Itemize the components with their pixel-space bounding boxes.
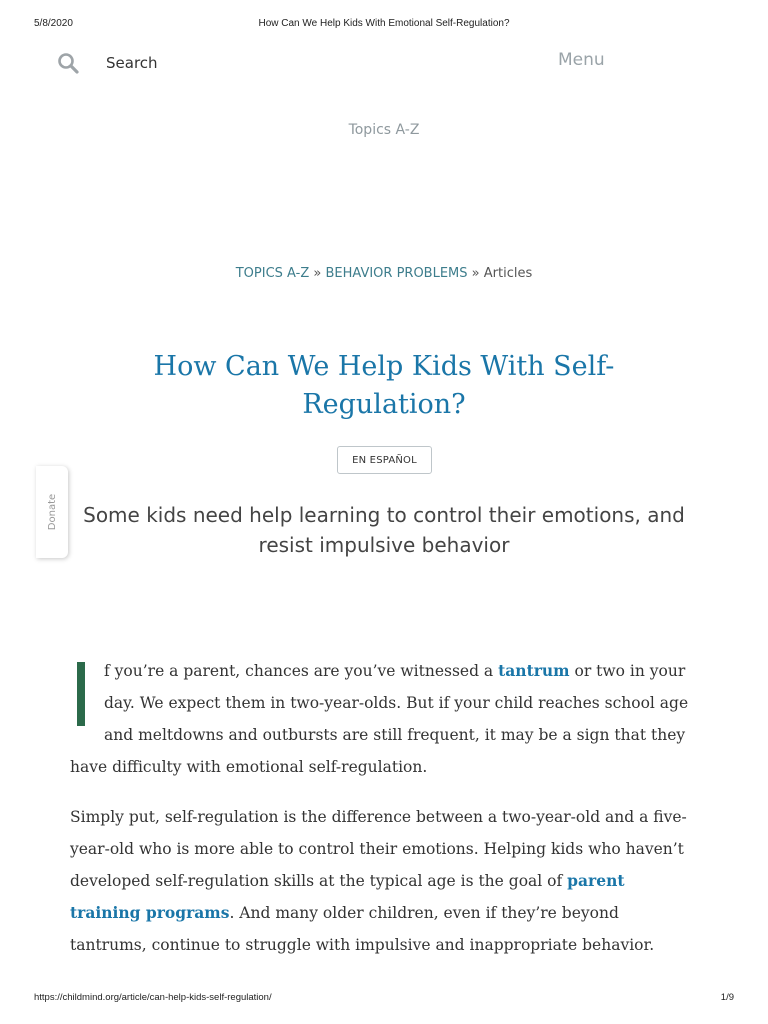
- article-paragraph-1: [70, 655, 698, 783]
- search-icon: [56, 51, 80, 75]
- article-paragraph-2: [70, 801, 698, 961]
- language-button[interactable]: EN ESPAÑOL: [337, 446, 432, 474]
- print-date: 5/8/2020: [34, 18, 73, 29]
- print-title: How Can We Help Kids With Emotional Self-Regulation?: [258, 18, 510, 29]
- parent-training-programs-link[interactable]: parent training programs: [70, 871, 625, 922]
- paragraph-line: have difficulty with emotional self-regulation.: [70, 758, 428, 776]
- print-header: [0, 0, 768, 48]
- paragraph-line: day. We expect them in two-year-olds. But if your child reaches school age: [104, 694, 689, 712]
- tantrum-link[interactable]: tantrum: [498, 661, 570, 680]
- search-button[interactable]: [56, 48, 158, 78]
- breadcrumb-separator: »: [313, 266, 322, 281]
- menu-button[interactable]: Menu: [558, 50, 605, 70]
- article-subtitle: Some kids need help learning to control their emotions, and resist impulsive behavior: [83, 503, 685, 557]
- breadcrumb: [0, 266, 768, 281]
- paragraph-text: or two in your: [569, 662, 686, 680]
- paragraph-text: Simply put, self-regulation is the difference between a two-year-old and a five-year-old who is more able to control their emotions. Helping kids who haven’t developed self-regulation skills at the typical age is the goal of: [70, 808, 687, 890]
- topics-az-link[interactable]: Topics A-Z: [348, 122, 420, 138]
- donate-label: Donate: [46, 493, 58, 531]
- paragraph-text: . And many older children, even if they’re beyond tantrums, continue to struggle with impulsive and inappropriate behavior.: [70, 904, 655, 954]
- search-label: Search: [106, 54, 158, 72]
- print-footer: [0, 992, 768, 1006]
- donate-tab[interactable]: [36, 466, 68, 558]
- paragraph-line: and meltdowns and outbursts are still frequent, it may be a sign that they: [104, 726, 686, 744]
- print-page-number: 1/9: [720, 992, 734, 1003]
- paragraph-line: [70, 655, 698, 687]
- paragraph-text: f you’re a parent, chances are you’ve witnessed a: [104, 662, 499, 680]
- page-title: How Can We Help Kids With Self-Regulation?: [153, 351, 615, 420]
- breadcrumb-topics-link[interactable]: TOPICS A-Z: [235, 266, 310, 281]
- breadcrumb-current: Articles: [483, 266, 533, 281]
- breadcrumb-separator: »: [471, 266, 480, 281]
- print-url: https://childmind.org/article/can-help-kids-self-regulation/: [34, 992, 272, 1003]
- breadcrumb-behavior-link[interactable]: BEHAVIOR PROBLEMS: [325, 266, 468, 281]
